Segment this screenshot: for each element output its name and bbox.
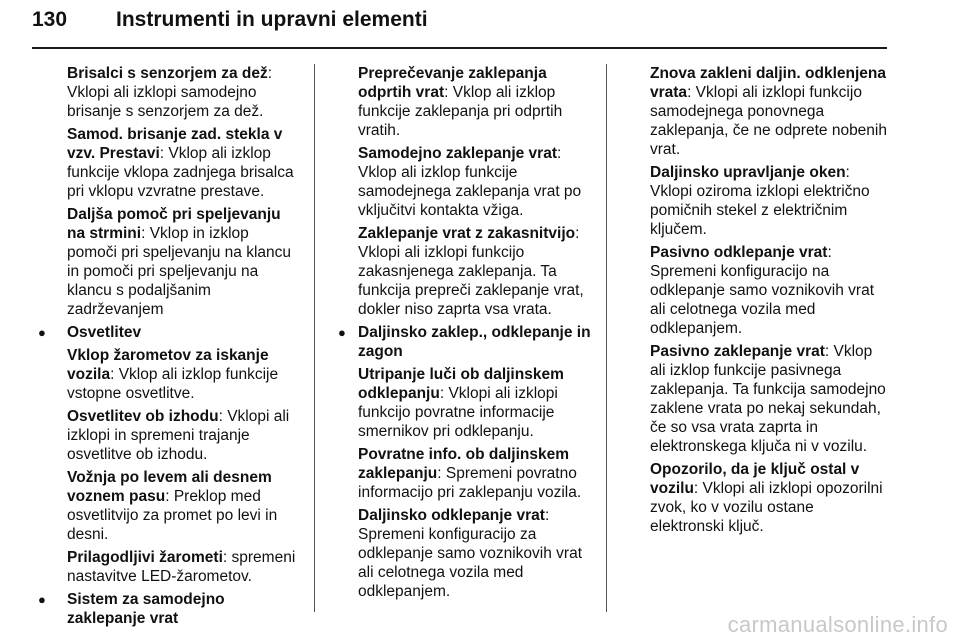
setting-title: Vklop žarometov za iskanje vozila bbox=[67, 347, 269, 383]
setting-description: : Vklopi ali izklopi opozorilni zvok, ko v vozilu ostane elektronski ključ. bbox=[650, 480, 883, 535]
setting-title: Brisalci s senzorjem za dež bbox=[67, 65, 268, 82]
setting-title: Zaklepanje vrat z zakasnitvijo bbox=[358, 225, 576, 242]
setting-description: : Spremeni konfiguracijo na odklepanje samo voznikovih vrat ali celotnega vozila med odklepanjem. bbox=[650, 244, 875, 337]
setting-description: : Vklop ali izklop funkcije vstopne osvetlitve. bbox=[67, 366, 279, 402]
column-3 bbox=[650, 64, 888, 540]
header-rule bbox=[32, 47, 887, 49]
page-number: 130 bbox=[32, 8, 68, 31]
column-2 bbox=[338, 64, 596, 605]
page-header bbox=[32, 2, 887, 46]
page-title: Instrumenti in upravni elementi bbox=[116, 8, 428, 31]
setting-title: Samodejno zaklepanje vrat bbox=[358, 145, 557, 162]
setting-entry bbox=[650, 243, 888, 338]
setting-title: Preprečevanje zaklepanja odprtih vrat bbox=[358, 65, 547, 101]
setting-title: Prilagodljivi žarometi bbox=[67, 549, 223, 566]
setting-title: Daljinsko odklepanje vrat bbox=[358, 507, 545, 524]
setting-entry bbox=[650, 163, 888, 239]
setting-description: : Vklopi ali izklopi funkcijo samodejnega ponovnega zaklepanja, če ne odprete nobenih vrat. bbox=[650, 84, 887, 158]
bullet-heading bbox=[338, 323, 596, 361]
setting-description: : spremeni nastavitve LED-žarometov. bbox=[67, 549, 296, 585]
setting-entry bbox=[38, 407, 300, 464]
bullet-heading bbox=[38, 590, 300, 628]
watermark: carmanualsonline.info bbox=[727, 612, 948, 637]
setting-title: Vožnja po levem ali desnem voznem pasu bbox=[67, 469, 272, 505]
setting-entry bbox=[338, 64, 596, 140]
setting-title: Opozorilo, da je ključ ostal v vozilu bbox=[650, 461, 860, 497]
setting-description: : Vklopi ali izklopi funkcijo zakasnjenega zaklepanja. Ta funkcija prepreči zaklepanje vrat, dokler niso zaprta vsa vrata. bbox=[358, 225, 584, 318]
setting-title: Utripanje luči ob daljinskem odklepanju bbox=[358, 366, 564, 402]
setting-title: Daljša pomoč pri speljevanju na strmini bbox=[67, 206, 281, 242]
setting-title: Pasivno odklepanje vrat bbox=[650, 244, 828, 261]
setting-description: : Vklop ali izklop funkcije samodejnega zaklepanja vrat po vključitvi kontakta vžiga. bbox=[358, 145, 582, 219]
setting-entry bbox=[338, 365, 596, 441]
setting-entry bbox=[650, 342, 888, 456]
setting-entry bbox=[338, 144, 596, 220]
setting-description: : Spremeni povratno informacijo pri zaklepanju vozila. bbox=[358, 465, 582, 501]
setting-description: : Vklop ali izklop funkcije pasivnega zaklepanja. Ta funkcija samodejno zaklene vrata po nekaj sekundah, če so vsa vrata zaprta in elektronskega ključa ni v vozilu. bbox=[650, 343, 886, 455]
setting-description: : Vklop in izklop pomoči pri speljevanju na klancu in pomoči pri speljevanju na klancu s podaljšanim zadrževanjem bbox=[67, 225, 292, 318]
setting-description: : Spremeni konfiguracijo za odklepanje samo voznikovih vrat ali celotnega vozila med odklepanjem. bbox=[358, 507, 583, 600]
bullet-dot-icon: ● bbox=[338, 325, 346, 340]
bullet-heading-text: Daljinsko zaklep., odklepanje in zagon bbox=[358, 324, 591, 360]
bullet-dot-icon: ● bbox=[38, 325, 46, 340]
setting-description: : Vklop ali izklop funkcije vklopa zadnjega brisalca pri vklopu vzvratne prestave. bbox=[67, 145, 294, 200]
setting-description: : Vklopi ali izklopi in spremeni trajanje osvetlitve ob izhodu. bbox=[67, 408, 290, 463]
column-divider-2 bbox=[606, 64, 607, 612]
setting-title: Povratne info. ob daljinskem zaklepanju bbox=[358, 446, 570, 482]
setting-entry bbox=[38, 468, 300, 544]
setting-title: Znova zakleni daljin. odklenjena vrata bbox=[650, 65, 887, 101]
setting-title: Pasivno zaklepanje vrat bbox=[650, 343, 825, 360]
bullet-dot-icon: ● bbox=[38, 592, 46, 607]
setting-title: Samod. brisanje zad. stekla v vzv. Prestavi bbox=[67, 126, 283, 162]
setting-entry bbox=[650, 460, 888, 536]
setting-description: : Preklop med osvetlitvijo za promet po levi in desni. bbox=[67, 488, 278, 543]
setting-entry bbox=[38, 205, 300, 319]
setting-title: Daljinsko upravljanje oken bbox=[650, 164, 846, 181]
bullet-heading-text: Sistem za samodejno zaklepanje vrat bbox=[67, 591, 225, 627]
setting-entry bbox=[38, 64, 300, 121]
setting-description: : Vklopi ali izklopi funkcijo povratne informacije smernikov pri odklepanju. bbox=[358, 385, 558, 440]
setting-entry bbox=[650, 64, 888, 159]
setting-entry bbox=[38, 346, 300, 403]
setting-entry bbox=[338, 445, 596, 502]
setting-entry bbox=[338, 506, 596, 601]
setting-description: : Vklopi oziroma izklopi električno pomičnih stekel z električnim ključem. bbox=[650, 164, 870, 238]
setting-entry bbox=[38, 548, 300, 586]
setting-title: Osvetlitev ob izhodu bbox=[67, 408, 219, 425]
column-divider-1 bbox=[314, 64, 315, 612]
setting-description: : Vklop ali izklop funkcije zaklepanja pri odprtih vratih. bbox=[358, 84, 563, 139]
setting-description: : Vklopi ali izklopi samodejno brisanje s senzorjem za dež. bbox=[67, 65, 273, 120]
setting-entry bbox=[338, 224, 596, 319]
bullet-heading-text: Osvetlitev bbox=[67, 324, 142, 341]
setting-entry bbox=[38, 125, 300, 201]
column-1 bbox=[38, 64, 300, 632]
bullet-heading bbox=[38, 323, 300, 342]
